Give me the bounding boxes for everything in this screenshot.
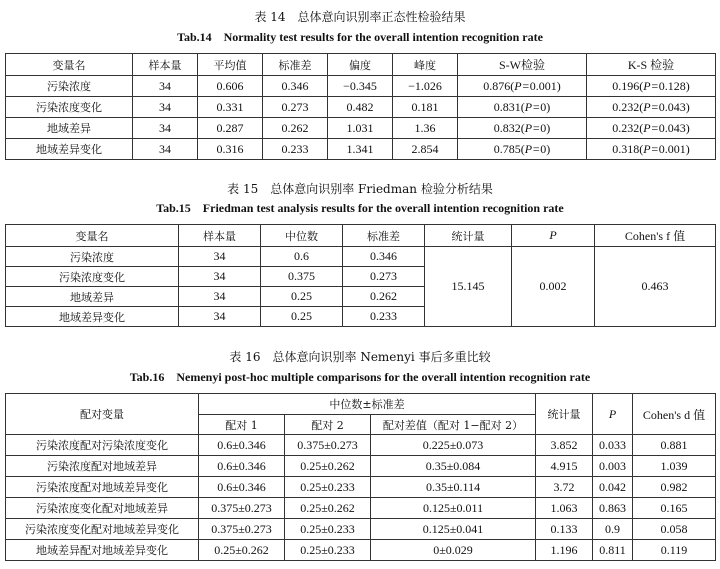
table-row xyxy=(6,118,716,139)
cell-std: 0.346 xyxy=(343,247,425,267)
cell-pair-1: 0.375±0.273 xyxy=(199,519,285,540)
cell-sample-size: 34 xyxy=(133,76,198,97)
col-header-p: P xyxy=(512,225,595,247)
col-header-std: 标准差 xyxy=(263,54,328,76)
cell-pair-1: 0.375±0.273 xyxy=(199,498,285,519)
col-header-median: 中位数 xyxy=(261,225,343,247)
cell-pair-difference: 0.35±0.114 xyxy=(371,477,536,498)
table-row xyxy=(6,435,716,456)
table15-header-row xyxy=(6,225,716,247)
cell-std: 0.273 xyxy=(263,97,328,118)
cell-cohens-d: 0.119 xyxy=(633,540,716,561)
cell-sample-size: 34 xyxy=(179,287,261,307)
cell-p-value: 0.003 xyxy=(593,456,633,477)
cell-mean: 0.606 xyxy=(198,76,263,97)
cell-ks-test: 0.318(P=0.001) xyxy=(587,139,716,160)
col-header-variable: 变量名 xyxy=(6,225,179,247)
cell-kurtosis: 1.36 xyxy=(393,118,458,139)
cell-skewness: −0.345 xyxy=(328,76,393,97)
cell-pair-1: 0.6±0.346 xyxy=(199,456,285,477)
cell-statistic: 1.063 xyxy=(536,498,593,519)
col-header-sw-test: S-W检验 xyxy=(458,54,587,76)
table-row xyxy=(6,477,716,498)
col-header-paired-variable: 配对变量 xyxy=(6,394,199,435)
cell-paired-variable: 污染浓度变化配对地域差异变化 xyxy=(6,519,199,540)
cell-pair-2: 0.25±0.262 xyxy=(285,456,371,477)
cell-pair-difference: 0.225±0.073 xyxy=(371,435,536,456)
col-header-ks-test: K-S 检验 xyxy=(587,54,716,76)
cell-sw-test: 0.785(P=0) xyxy=(458,139,587,160)
cell-pair-2: 0.25±0.233 xyxy=(285,540,371,561)
cell-variable: 地域差异 xyxy=(6,118,133,139)
cell-sample-size: 34 xyxy=(133,118,198,139)
cell-std: 0.233 xyxy=(263,139,328,160)
cell-variable: 地域差异变化 xyxy=(6,139,133,160)
col-header-pair-difference: 配对差值（配对 1−配对 2） xyxy=(371,415,536,435)
cell-p-value: 0.002 xyxy=(512,247,595,327)
table-row xyxy=(6,498,716,519)
cell-pair-difference: 0.35±0.084 xyxy=(371,456,536,477)
cell-median: 0.6 xyxy=(261,247,343,267)
cell-pair-1: 0.6±0.346 xyxy=(199,477,285,498)
table-row xyxy=(6,139,716,160)
cell-p-value: 0.033 xyxy=(593,435,633,456)
table-row xyxy=(6,97,716,118)
cell-pair-2: 0.375±0.273 xyxy=(285,435,371,456)
col-header-cohens-d: Cohen's d 值 xyxy=(633,394,716,435)
cell-p-value: 0.863 xyxy=(593,498,633,519)
cell-sample-size: 34 xyxy=(179,267,261,287)
cell-variable: 地域差异变化 xyxy=(6,307,179,327)
table15 xyxy=(5,224,716,327)
table-row xyxy=(6,456,716,477)
table-row xyxy=(6,76,716,97)
cell-p-value: 0.9 xyxy=(593,519,633,540)
cell-sample-size: 34 xyxy=(133,97,198,118)
col-header-sample-size: 样本量 xyxy=(133,54,198,76)
col-header-variable: 变量名 xyxy=(6,54,133,76)
table16-caption-cn: 表 16 总体意向识别率 Nemenyi 事后多重比较 xyxy=(229,350,491,364)
cell-paired-variable: 污染浓度配对地域差异 xyxy=(6,456,199,477)
cell-pair-difference: 0.125±0.011 xyxy=(371,498,536,519)
cell-variable: 污染浓度变化 xyxy=(6,267,179,287)
cell-statistic: 3.72 xyxy=(536,477,593,498)
cell-variable: 地域差异 xyxy=(6,287,179,307)
cell-pair-1: 0.6±0.346 xyxy=(199,435,285,456)
col-header-mean: 平均值 xyxy=(198,54,263,76)
cell-cohens-d: 0.058 xyxy=(633,519,716,540)
cell-statistic: 4.915 xyxy=(536,456,593,477)
table14-header-row xyxy=(6,54,716,76)
cell-std: 0.346 xyxy=(263,76,328,97)
col-header-statistic: 统计量 xyxy=(425,225,512,247)
col-header-pair-2: 配对 2 xyxy=(285,415,371,435)
cell-std: 0.262 xyxy=(263,118,328,139)
cell-p-value: 0.811 xyxy=(593,540,633,561)
cell-sw-test: 0.876(P=0.001) xyxy=(458,76,587,97)
cell-ks-test: 0.196(P=0.128) xyxy=(587,76,716,97)
cell-pair-difference: 0.125±0.041 xyxy=(371,519,536,540)
cell-ks-test: 0.232(P=0.043) xyxy=(587,118,716,139)
cell-statistic: 15.145 xyxy=(425,247,512,327)
cell-kurtosis: 2.854 xyxy=(393,139,458,160)
cell-cohens-d: 0.982 xyxy=(633,477,716,498)
cell-kurtosis: −1.026 xyxy=(393,76,458,97)
col-header-kurtosis: 峰度 xyxy=(393,54,458,76)
cell-median: 0.375 xyxy=(261,267,343,287)
table16-caption-en: Tab.16 Nemenyi post-hoc multiple comparisons for the overall intention recognition rate xyxy=(129,370,591,384)
cell-paired-variable: 污染浓度配对地域差异变化 xyxy=(6,477,199,498)
table16 xyxy=(5,393,716,561)
cell-std: 0.262 xyxy=(343,287,425,307)
cell-cohens-d: 0.881 xyxy=(633,435,716,456)
col-header-std: 标准差 xyxy=(343,225,425,247)
table-row xyxy=(6,247,716,267)
cell-pair-difference: 0±0.029 xyxy=(371,540,536,561)
cell-pair-1: 0.25±0.262 xyxy=(199,540,285,561)
cell-paired-variable: 污染浓度变化配对地域差异 xyxy=(6,498,199,519)
cell-pair-2: 0.25±0.233 xyxy=(285,477,371,498)
col-header-skewness: 偏度 xyxy=(328,54,393,76)
cell-cohens-f: 0.463 xyxy=(595,247,716,327)
cell-statistic: 0.133 xyxy=(536,519,593,540)
cell-cohens-d: 0.165 xyxy=(633,498,716,519)
cell-sample-size: 34 xyxy=(133,139,198,160)
cell-kurtosis: 0.181 xyxy=(393,97,458,118)
cell-variable: 污染浓度 xyxy=(6,76,133,97)
cell-pair-2: 0.25±0.262 xyxy=(285,498,371,519)
table14-caption-en: Tab.14 Normality test results for the overall intention recognition rate xyxy=(177,30,543,44)
cell-paired-variable: 地域差异配对地域差异变化 xyxy=(6,540,199,561)
cell-median: 0.25 xyxy=(261,307,343,327)
cell-sample-size: 34 xyxy=(179,307,261,327)
cell-paired-variable: 污染浓度配对污染浓度变化 xyxy=(6,435,199,456)
table16-header-row xyxy=(6,394,716,415)
table15-caption-en: Tab.15 Friedman test analysis results for the overall intention recognition rate xyxy=(156,201,564,215)
col-header-statistic: 统计量 xyxy=(536,394,593,435)
col-header-cohens-f: Cohen's f 值 xyxy=(595,225,716,247)
col-header-p: P xyxy=(593,394,633,435)
cell-mean: 0.331 xyxy=(198,97,263,118)
cell-sample-size: 34 xyxy=(179,247,261,267)
cell-sw-test: 0.831(P=0) xyxy=(458,97,587,118)
cell-skewness: 0.482 xyxy=(328,97,393,118)
cell-statistic: 3.852 xyxy=(536,435,593,456)
cell-variable: 污染浓度 xyxy=(6,247,179,267)
cell-p-value: 0.042 xyxy=(593,477,633,498)
cell-mean: 0.287 xyxy=(198,118,263,139)
col-header-median-std: 中位数±标准差 xyxy=(199,394,536,415)
col-header-pair-1: 配对 1 xyxy=(199,415,285,435)
table-row xyxy=(6,540,716,561)
table14 xyxy=(5,53,716,160)
cell-cohens-d: 1.039 xyxy=(633,456,716,477)
table15-caption-cn: 表 15 总体意向识别率 Friedman 检验分析结果 xyxy=(227,182,493,196)
cell-mean: 0.316 xyxy=(198,139,263,160)
cell-skewness: 1.341 xyxy=(328,139,393,160)
cell-skewness: 1.031 xyxy=(328,118,393,139)
col-header-sample-size: 样本量 xyxy=(179,225,261,247)
cell-statistic: 1.196 xyxy=(536,540,593,561)
cell-pair-2: 0.25±0.233 xyxy=(285,519,371,540)
cell-variable: 污染浓度变化 xyxy=(6,97,133,118)
cell-std: 0.233 xyxy=(343,307,425,327)
cell-median: 0.25 xyxy=(261,287,343,307)
table14-caption-cn: 表 14 总体意向识别率正态性检验结果 xyxy=(254,10,466,24)
table-row xyxy=(6,519,716,540)
cell-sw-test: 0.832(P=0) xyxy=(458,118,587,139)
cell-std: 0.273 xyxy=(343,267,425,287)
cell-ks-test: 0.232(P=0.043) xyxy=(587,97,716,118)
